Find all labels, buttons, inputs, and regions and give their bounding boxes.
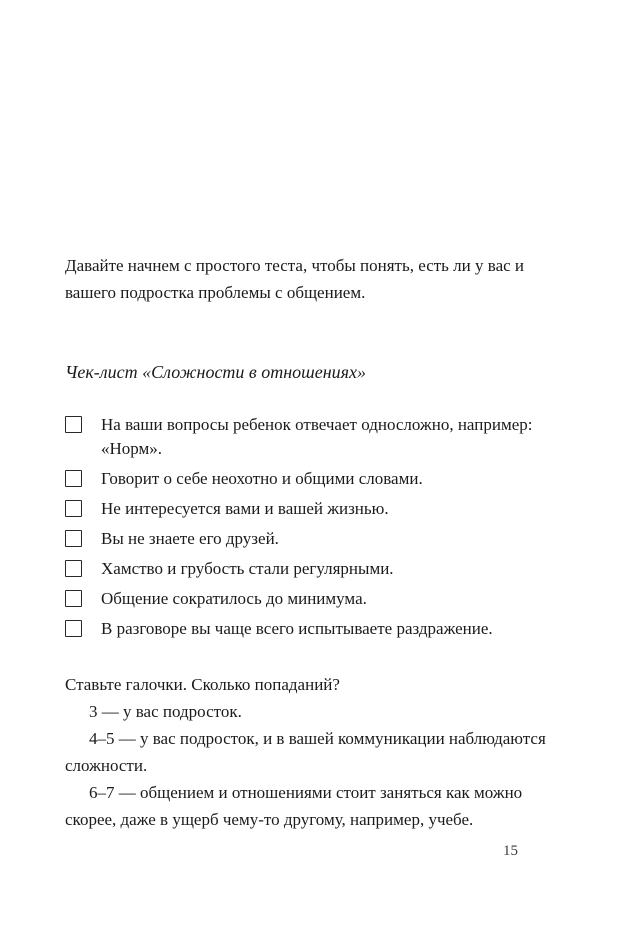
page-number: 15 — [503, 843, 518, 859]
scoring-line: 6–7 — общением и отношениями стоит заняться как можно скорее, даже в ущерб чему-то другому, например, учебе. — [65, 783, 523, 829]
checklist-item — [65, 496, 566, 521]
checklist-item-label: В разговоре вы чаще всего испытываете раздражение. — [101, 619, 493, 638]
checklist-item — [65, 556, 566, 581]
checklist-heading: Чек-лист «Сложности в отношениях» — [65, 362, 367, 382]
checkbox-icon — [65, 500, 82, 517]
checklist-item — [65, 466, 566, 491]
intro-paragraph: Давайте начнем с простого теста, чтобы понять, есть ли у вас и вашего подростка проблемы с общением. — [65, 256, 525, 302]
scoring-section — [65, 671, 566, 833]
scoring-line: 4–5 — у вас подросток, и в вашей коммуникации наблюдаются сложности. — [65, 729, 546, 775]
checklist-item-label: Вы не знаете его друзей. — [101, 529, 279, 548]
checkbox-icon — [65, 590, 82, 607]
checklist-item-label: Общение сократилось до минимума. — [101, 589, 367, 608]
scoring-prompt: Ставьте галочки. Сколько попаданий? — [65, 675, 340, 694]
checklist — [65, 412, 566, 641]
checklist-item-label: Не интересуется вами и вашей жизнью. — [101, 499, 389, 518]
page-content — [65, 0, 566, 833]
checklist-item — [65, 526, 566, 551]
checkbox-icon — [65, 470, 82, 487]
scoring-line: 3 — у вас подросток. — [89, 702, 242, 721]
checklist-item-label: Говорит о себе неохотно и общими словами. — [101, 469, 423, 488]
checkbox-icon — [65, 530, 82, 547]
checklist-item — [65, 586, 566, 611]
checklist-item-label: На ваши вопросы ребенок отвечает односложно, например: «Норм». — [101, 415, 533, 458]
checkbox-icon — [65, 620, 82, 637]
checkbox-icon — [65, 560, 82, 577]
checklist-item — [65, 616, 566, 641]
checklist-item — [65, 412, 566, 461]
checkbox-icon — [65, 416, 82, 433]
checklist-item-label: Хамство и грубость стали регулярными. — [101, 559, 394, 578]
